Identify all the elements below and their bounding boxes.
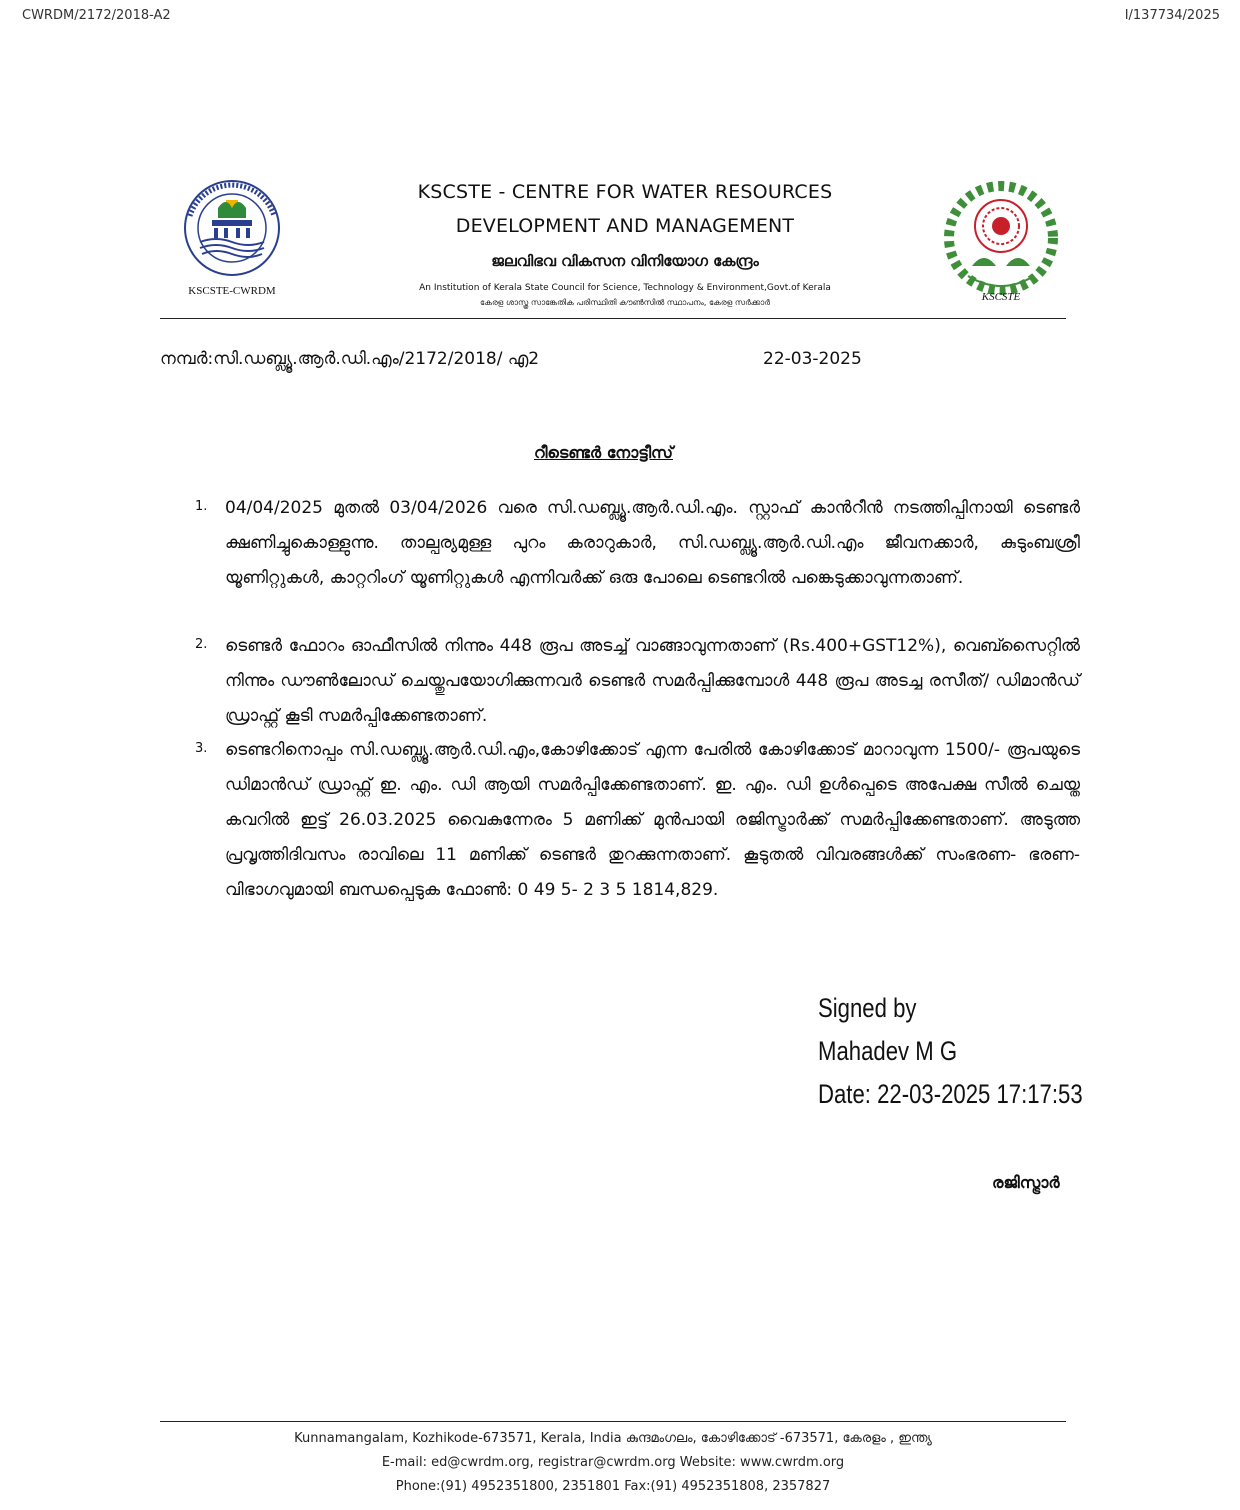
kscste-logo [938, 176, 1064, 308]
org-subtitle-english: An Institution of Kerala State Council for Science, Technology & Environment,Govt.of Kerala [419, 283, 831, 293]
cwrdm-logo [176, 178, 288, 300]
reference-number: നമ്പർ:സി.ഡബ്ല്യൂ.ആർ.ഡി.എം/2172/2018/ എ2 [160, 349, 540, 369]
org-subtitle-malayalam: കേരള ശാസ്ത്ര സാങ്കേതിക പരിസ്ഥിതി കൗൺസിൽ സ്ഥാപനം, കേരള സർക്കാർ [480, 298, 770, 307]
file-reference: CWRDM/2172/2018-A2 [22, 8, 171, 23]
org-name-line1: KSCSTE - CENTRE FOR WATER RESOURCES [417, 181, 833, 203]
logo-right-caption: KSCSTE [981, 291, 1021, 303]
item-text: ടെണ്ടർ ഫോറം ഓഫീസിൽ നിന്നും 448 രൂപ അടച്ച് വാങ്ങാവുന്നതാണ് (Rs.400+GST12%), വെബ്സൈറ്റിൽ നിന്നും ഡൗൺലോഡ് ചെയ്തുപയോഗിക്കുന്നവർ ടെണ്ടർ സമർപ്പിക്കുമ്പോൾ 448 രൂപ അടച്ച രസീത്/ ഡിമാൻഡ് ഡ്രാഫ്റ്റ് കൂടി സമർപ്പിക്കേണ്ടതാണ്. [225, 636, 1080, 726]
logo-left-caption: KSCSTE-CWRDM [188, 285, 276, 297]
footer-address: Kunnamangalam, Kozhikode-673571, Kerala, India കുന്ദമംഗലം, കോഴിക്കോട് -673571, കേരളം , ഇന്ത്യ [294, 1431, 932, 1446]
footer-phone: Phone:(91) 4952351800, 2351801 Fax:(91) 4952351808, 2357827 [395, 1479, 831, 1494]
header-divider [160, 318, 1066, 319]
digital-signature [818, 987, 1083, 1116]
inward-reference: I/137734/2025 [1124, 8, 1220, 23]
reference-date: 22-03-2025 [763, 349, 862, 369]
footer-contact: E-mail: ed@cwrdm.org, registrar@cwrdm.org Website: www.cwrdm.org [381, 1455, 845, 1470]
notice-title: റീടെണ്ടർ നോട്ടീസ് [534, 443, 674, 462]
footer-divider [160, 1421, 1066, 1422]
signature-name: Mahadev M G [818, 1036, 958, 1066]
org-name-line2: DEVELOPMENT AND MANAGEMENT [455, 215, 795, 237]
item-number: 2. [195, 637, 208, 652]
item-text: ടെണ്ടറിനൊപ്പം സി.ഡബ്ല്യൂ.ആർ.ഡി.എം,കോഴിക്കോട് എന്ന പേരിൽ കോഴിക്കോട് മാറാവുന്ന 1500/- രൂപയുടെ ഡിമാൻഡ് ഡ്രാഫ്റ്റ് ഇ. എം. ഡി ആയി സമർപ്പിക്കേണ്ടതാണ്. ഇ. എം. ഡി ഉൾപ്പെടെ അപേക്ഷ സീൽ ചെയ്ത കവറിൽ ഇട്ട് 26.03.2025 വൈകുന്നേരം 5 മണിക്ക് മുൻപായി രജിസ്ട്രാർക്ക് സമർപ്പിക്കേണ്ടതാണ്. അടുത്ത പ്രവൃത്തിദിവസം രാവിലെ 11 മണിക്ക് ടെണ്ടർ തുറക്കുന്നതാണ്. കൂടുതൽ വിവരങ്ങൾക്ക് സംഭരണ- ഭരണ- വിഭാഗവുമായി ബന്ധപ്പെടുക ഫോൺ: 0 49 5- 2 3 5 1814,829. [225, 740, 1080, 900]
signature-date: Date: 22-03-2025 17:17:53 [818, 1079, 1083, 1109]
signature-line-signed-by: Signed by [818, 993, 917, 1023]
item-text: 04/04/2025 മുതൽ 03/04/2026 വരെ സി.ഡബ്ല്യൂ.ആർ.ഡി.എം. സ്റ്റാഫ് കാൻറീൻ നടത്തിപ്പിനായി ടെണ്ടർ ക്ഷണിച്ചുകൊള്ളുന്നു. താല്പര്യമുള്ള പുറം കരാറുകാർ, സി.ഡബ്ല്യൂ.ആർ.ഡി.എം ജീവനക്കാർ, കുടുംബശ്രീ യൂണിറ്റുകൾ, കാറ്ററിംഗ് യൂണിറ്റുകൾ എന്നിവർക്ക് ഒരു പോലെ ടെണ്ടറിൽ പങ്കെടുക്കാവുന്നതാണ്. [225, 498, 1080, 588]
registrar-designation: രജിസ്ട്രാർ [992, 1173, 1060, 1192]
item-number: 3. [195, 741, 208, 756]
org-name-malayalam: ജലവിഭവ വികസന വിനിയോഗ കേന്ദ്രം [491, 252, 759, 270]
item-number: 1. [195, 499, 208, 514]
